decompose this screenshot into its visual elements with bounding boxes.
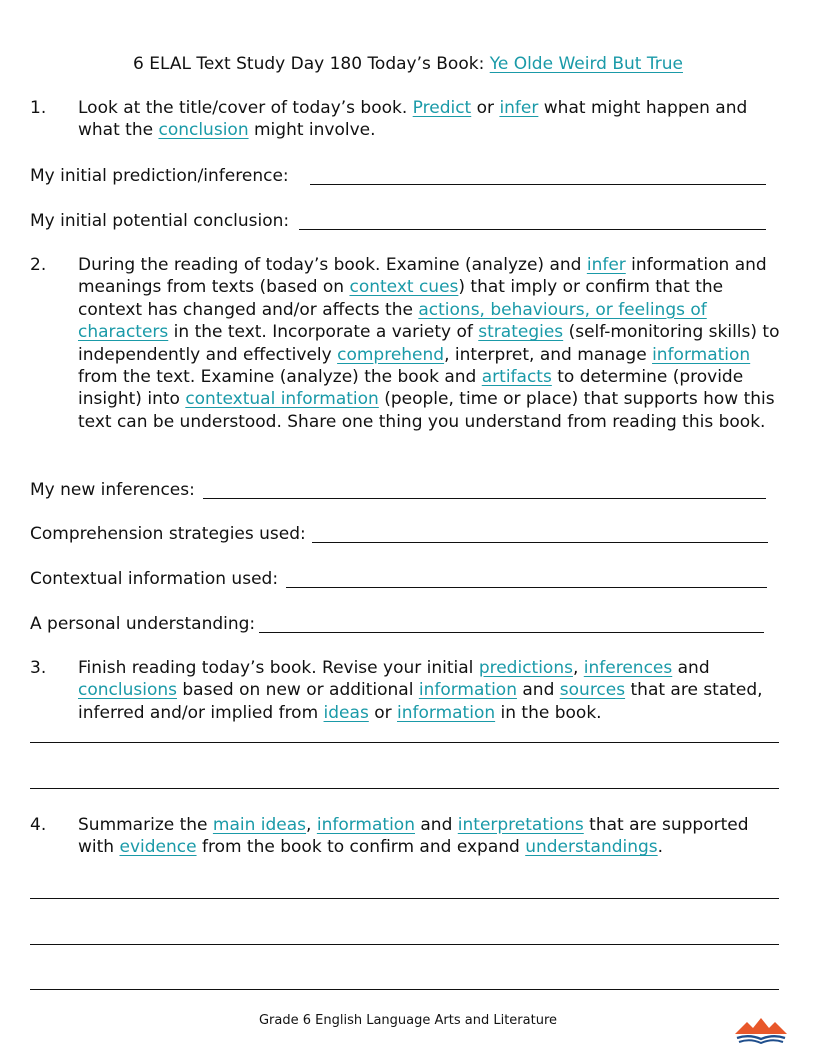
link-infer[interactable]: infer <box>586 255 626 275</box>
link-contextual-information[interactable]: contextual information <box>185 389 379 410</box>
text-segment: and <box>672 658 710 678</box>
link-context-cues[interactable]: context cues <box>349 277 459 298</box>
field-label-personal: A personal understanding: <box>30 614 256 634</box>
question-number: 1. <box>30 98 47 118</box>
text-segment: from the book to confirm and expand <box>196 837 526 858</box>
link-information[interactable]: information <box>316 815 415 835</box>
field-label-conclusion: My initial potential conclusion: <box>30 211 290 231</box>
link-ideas[interactable]: ideas <box>323 702 369 723</box>
link-main-ideas[interactable]: main ideas <box>212 815 307 835</box>
answer-line-strategies[interactable] <box>312 542 768 543</box>
text-segment: During the reading of today’s book. Examine (analyze) and <box>78 255 587 275</box>
question-number: 3. <box>30 658 47 678</box>
question-2 <box>30 254 780 433</box>
text-segment: Finish reading today’s book. Revise your initial <box>78 658 479 678</box>
field-label-strategies: Comprehension strategies used: <box>30 524 306 544</box>
text-segment: and <box>414 815 458 835</box>
page-title <box>0 52 816 76</box>
question-4 <box>30 814 780 859</box>
link-predict[interactable]: Predict <box>412 98 472 118</box>
answer-line-q4-1[interactable] <box>30 898 779 899</box>
text-segment: Look at the title/cover of today’s book. <box>78 98 413 118</box>
link-understandings[interactable]: understandings <box>525 837 658 858</box>
text-segment: to determine (provide insight) into <box>78 367 744 410</box>
answer-line-prediction[interactable] <box>310 184 766 185</box>
answer-line-q4-2[interactable] <box>30 944 779 945</box>
link-inferences[interactable]: inferences <box>583 658 673 678</box>
text-segment: (self-monitoring skills) to independently and effectively <box>78 322 780 365</box>
link-actions-behaviours-feelings[interactable]: actions, behaviours, or feelings of characters <box>78 299 707 343</box>
link-sources[interactable]: sources <box>559 680 626 701</box>
text-segment: and <box>516 680 560 701</box>
question-number: 2. <box>30 255 47 275</box>
book-title-link[interactable]: Ye Olde Weird But True <box>489 54 683 74</box>
text-segment: or <box>368 702 397 723</box>
text-segment: from the text. Examine (analyze) the book and <box>78 367 482 388</box>
question-3 <box>30 657 780 724</box>
link-conclusion[interactable]: conclusion <box>158 120 249 141</box>
question-text <box>78 814 780 859</box>
text-segment: based on new or additional <box>176 680 419 701</box>
field-label-contextual: Contextual information used: <box>30 569 279 589</box>
question-text <box>78 254 780 433</box>
question-1 <box>30 97 780 142</box>
text-segment: , <box>306 815 317 835</box>
link-comprehend[interactable]: comprehend <box>337 344 445 365</box>
link-information[interactable]: information <box>418 680 517 701</box>
link-artifacts[interactable]: artifacts <box>481 367 552 388</box>
text-segment: that are stated, inferred and/or implied from <box>78 680 763 723</box>
text-segment: might involve. <box>248 120 376 141</box>
answer-line-q4-3[interactable] <box>30 989 779 990</box>
field-label-prediction: My initial prediction/inference: <box>30 166 289 186</box>
answer-line-personal[interactable] <box>259 632 764 633</box>
text-segment: ) that imply or confirm that the context has changed and/or affects the <box>78 277 724 320</box>
link-strategies[interactable]: strategies <box>478 322 564 343</box>
question-text <box>78 657 780 724</box>
text-segment: in the book. <box>495 702 602 723</box>
answer-line-new-inferences[interactable] <box>203 498 766 499</box>
link-information[interactable]: information <box>397 702 496 723</box>
text-segment: in the text. Incorporate a variety of <box>168 322 479 343</box>
text-segment: Summarize the <box>78 815 213 835</box>
title-prefix: 6 ELAL Text Study Day 180 Today’s Book: <box>133 54 490 74</box>
link-interpretations[interactable]: interpretations <box>457 815 584 835</box>
answer-line-contextual[interactable] <box>286 587 767 588</box>
text-segment: (people, time or place) that supports how this text can be understood. Share one thing you understand from reading this book. <box>78 389 775 432</box>
question-text <box>78 97 780 142</box>
link-conclusions[interactable]: conclusions <box>78 680 177 701</box>
text-segment: or <box>471 98 500 118</box>
mountain-book-logo-icon <box>733 1014 789 1044</box>
text-segment: , interpret, and manage <box>444 344 653 365</box>
text-segment: that are supported with <box>78 815 749 858</box>
link-predictions[interactable]: predictions <box>478 658 573 678</box>
page-footer: Grade 6 English Language Arts and Literature <box>258 1013 558 1028</box>
question-number: 4. <box>30 815 47 835</box>
link-infer[interactable]: infer <box>499 98 539 118</box>
text-segment: . <box>657 837 664 858</box>
answer-line-q3-2[interactable] <box>30 788 779 789</box>
link-information[interactable]: information <box>652 344 751 365</box>
text-segment: information and meanings from texts (based on <box>78 255 767 298</box>
link-evidence[interactable]: evidence <box>119 837 197 858</box>
text-segment: , <box>572 658 584 678</box>
answer-line-q3-1[interactable] <box>30 742 779 743</box>
answer-line-conclusion[interactable] <box>299 229 766 230</box>
field-label-new-inferences: My new inferences: <box>30 480 195 500</box>
text-segment: what might happen and what the <box>78 98 748 141</box>
